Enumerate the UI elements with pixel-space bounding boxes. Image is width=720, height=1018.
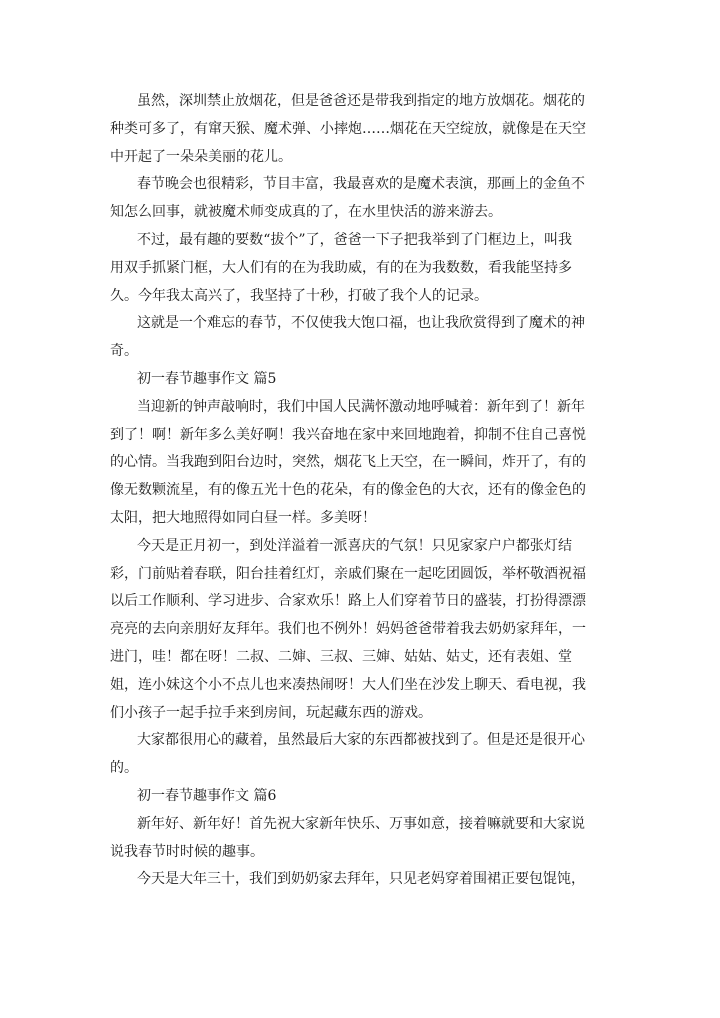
paragraph xyxy=(110,533,586,728)
text-line: 大家都很用心的藏着，虽然最后大家的东西都被找到了。但是还是很开心 xyxy=(137,732,585,749)
text-line: 的。 xyxy=(110,760,138,777)
text-line: 今天是大年三十，我们到奶奶家去拜年，只见老妈穿着围裙正要包馄饨， xyxy=(137,871,585,888)
paragraph xyxy=(110,811,585,867)
text-line: 当迎新的钟声敲响时，我们中国人民满怀激动地呼喊着：新年到了！新年 xyxy=(137,398,585,415)
text-line: 到了！啊！新年多么美好啊！我兴奋地在家中来回地跑着，抑制不住自己喜悦 xyxy=(110,426,586,443)
section-heading xyxy=(110,783,572,811)
text-line: 进门，哇！都在呀！二叔、二婶、三叔、三婶、姑姑、姑丈，还有表姐、堂 xyxy=(110,648,572,665)
text-line: 像无数颗流星，有的像五光十色的花朵，有的像金色的大衣，还有的像金色的 xyxy=(110,482,586,499)
text-line: 今天是正月初一，到处洋溢着一派喜庆的气氛！只见家家户户都张灯结 xyxy=(137,537,572,554)
section-heading xyxy=(110,366,572,394)
paragraph xyxy=(110,88,586,171)
text-line: 奇。 xyxy=(110,343,138,360)
text-line: 初一春节趣事作文 篇6 xyxy=(137,787,277,804)
paragraph xyxy=(110,394,586,533)
text-line: 们小孩子一起手拉手来到房间，玩起藏东西的游戏。 xyxy=(110,704,432,721)
document-page xyxy=(110,88,586,894)
text-line: 用双手抓紧门框，大人们有的在为我助威，有的在为我数数，看我能坚持多 xyxy=(110,259,572,276)
paragraph xyxy=(110,866,585,894)
text-line: 姐，连小妹这个小不点儿也来凑热闹呀！大人们坐在沙发上聊天、看电视，我 xyxy=(110,676,586,693)
text-line: 太阳，把大地照得如同白昼一样。多美呀！ xyxy=(110,509,376,526)
text-line: 虽然，深圳禁止放烟花，但是爸爸还是带我到指定的地方放烟花。烟花的 xyxy=(137,93,585,109)
text-line: 这就是一个难忘的春节，不仅使我大饱口福，也让我欣赏得到了魔术的神 xyxy=(137,315,585,332)
text-line: 不过，最有趣的要数“拔个”了，爸爸一下子把我举到了门框边上，叫我 xyxy=(137,231,572,248)
text-line: 春节晚会也很精彩，节目丰富，我最喜欢的是魔术表演，那画上的金鱼不 xyxy=(137,176,585,193)
text-line: 中开起了一朵朵美丽的花儿。 xyxy=(110,148,292,165)
text-line: 初一春节趣事作文 篇5 xyxy=(137,370,277,387)
text-line: 的心情。当我跑到阳台边时，突然，烟花飞上天空，在一瞬间，炸开了，有的 xyxy=(110,454,586,471)
text-line: 以后工作顺利、学习进步、合家欢乐！路上人们穿着节日的盛装，打扮得漂漂 xyxy=(110,593,586,610)
text-line: 种类可多了，有窜天猴、魔术弹、小摔炮……烟花在天空绽放，就像是在天空 xyxy=(110,120,586,137)
text-line: 彩，门前贴着春联，阳台挂着红灯，亲戚们聚在一起吃团圆饭，举杯敬酒祝福 xyxy=(110,565,586,582)
text-line: 知怎么回事，就被魔术师变成真的了，在水里快活的游来游去。 xyxy=(110,204,502,221)
text-line: 新年好、新年好！首先祝大家新年快乐、万事如意，接着嘛就要和大家说 xyxy=(137,815,585,832)
text-line: 久。今年我太高兴了，我坚持了十秒，打破了我个人的记录。 xyxy=(110,287,488,304)
paragraph xyxy=(110,227,572,310)
text-line: 说我春节时时候的趣事。 xyxy=(110,843,264,860)
paragraph xyxy=(110,171,585,227)
paragraph xyxy=(110,310,585,366)
paragraph xyxy=(110,727,585,783)
text-line: 亮亮的去向亲朋好友拜年。我们也不例外！妈妈爸爸带着我去奶奶家拜年，一 xyxy=(110,621,586,638)
